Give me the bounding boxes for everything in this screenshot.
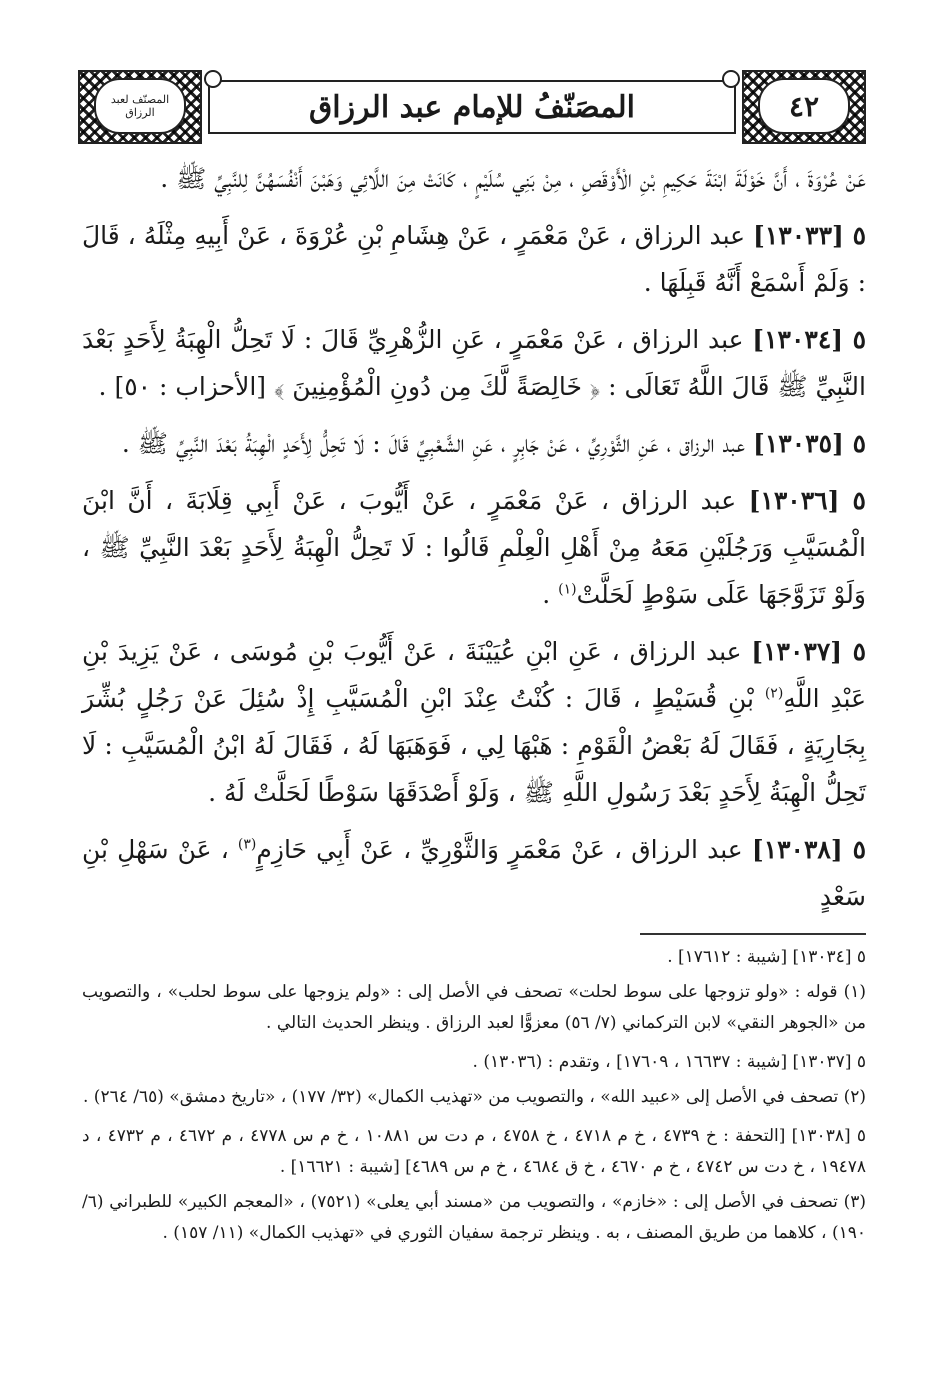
footnote-marker[interactable]: (٣) (237, 836, 257, 853)
hadith-text-tail: بْنِ قُسَيْطٍ ، قَالَ : كُنْتُ عِنْدَ ابْنِ الْمُسَيَّبِ إِذْ سُئِلَ عَنْ رَجُلٍ بُشِّرَ بِجَارِيَةٍ ، فَقَالَ لَهُ بَعْضُ الْقَوْمِ : هَبْهَا لِي ، فَوَهَبَهَا لَهُ ، فَقَالَ لَهُ ابْنُ الْمُسَيَّبِ : لَا تَحِلُّ الْهِبَةُ لِأَحَدٍ بَعْدَ رَسُولِ اللَّهِ ﷺ ، وَلَوْ أَصْدَقَهَا سَوْطًا لَحَلَّتْ لَهُ . (82, 684, 866, 807)
hadith-entry (82, 316, 866, 410)
hadith-number: ٥ [١٣٠٣٨] (751, 835, 866, 864)
logo-text: المصنّف لعبد الرزاق (110, 93, 170, 119)
hadith-text-tail: ، عَنْ سَهْلِ بْنِ سَعْدٍ (82, 835, 866, 911)
hadith-text: عبد الرزاق ، عَنِ الثَّوْرِيِّ ، عَنْ جَابِرٍ ، عَنِ الشَّعْبِيِّ قَالَ : لَا تَحِلُّ لِأَحَدٍ الْهِبَةُ بَعْدَ النَّبِيِّ ﷺ . (121, 429, 746, 458)
footnote: (٢) تصحف في الأصل إلى «عبيد الله» ، والتصويب من «تهذيب الكمال» (٣٢/ ١٧٧) ، «تاريخ دمشق» (٦٥/ ٢٦٤) . (83, 1087, 866, 1107)
continuation-paragraph: عَنْ عُرْوَةَ ، أَنَّ خَوْلَةَ ابْنَةَ حَكِيمِ بْنِ الْأَوْقَصِ ، مِنْ بَنِي سُلَيْمٍ ، كَانَتْ مِنَ اللَّائِي وَهَبْنَ أَنْفُسَهُنَّ لِلنَّبِيِّ ﷺ . (160, 164, 866, 193)
footnote: (٣) تصحف في الأصل إلى : «خازم» ، والتصويب من «مسند أبي يعلى» (٧٥٢١) ، «المعجم الكبير» للطبراني (٦/ ١٩٠) ، كلاهما من طريق المصنف ، به . وينظر ترجمة سفيان الثوري في «تهذيب الكمال» (١١/ ١٥٧) . (82, 1192, 866, 1243)
hadith-number: ٥ [١٣٠٣٤] (752, 325, 866, 354)
page-number-medallion (758, 78, 850, 134)
page-title: المصَنّفُ للإمام عبد الرزاق (309, 89, 635, 125)
hadith-text: عبد الرزاق ، عَنْ مَعْمَرٍ ، عَنِ الزُّهْرِيِّ قَالَ : لَا تَحِلُّ الْهِبَةُ لِأَحَدٍ بَعْدَ النَّبِيِّ ﷺ قَالَ اللَّهُ تَعَالَى : ﴿ خَالِصَةً لَّكَ مِن دُونِ الْمُؤْمِنِينَ ﴾ [الأحزاب : ٥٠] . (82, 325, 866, 401)
hadith-entry (82, 477, 866, 618)
hadith-number: ٥ [١٣٠٣٦] (748, 486, 866, 515)
footnote-separator (640, 933, 866, 935)
hadith-text: عبد الرزاق ، عَنِ ابْنِ عُيَيْنَةَ ، عَنْ أَيُّوبَ بْنِ مُوسَى ، عَنْ يَزِيدَ بْنِ عَبْدِ اللَّهِ (82, 637, 866, 713)
title-box (208, 80, 736, 134)
hadith-text: عبد الرزاق ، عَنْ مَعْمَرٍ وَالثَّوْرِيِّ ، عَنْ أَبِي حَازِمٍ (256, 835, 743, 864)
hadith-entry (82, 826, 866, 920)
hadith-number: ٥ [١٣٠٣٥] (753, 429, 866, 458)
page-header (78, 70, 866, 140)
footnotes (82, 942, 866, 1253)
main-text (82, 155, 866, 920)
hadith-text: عبد الرزاق ، عَنْ مَعْمَرٍ ، عَنْ أَيُّوبَ ، عَنْ أَبِي قِلَابَةَ ، أَنَّ ابْنَ الْمُسَيَّبِ وَرَجُلَيْنِ مَعَهُ مِنْ أَهْلِ الْعِلْمِ قَالُوا : لَا تَحِلُّ الْهِبَةُ لِأَحَدٍ بَعْدَ النَّبِيِّ ﷺ ، وَلَوْ تَزَوَّجَهَا عَلَى سَوْطٍ لَحَلَّتْ (82, 486, 866, 609)
footnote-source: ٥ [١٣٠٣٨] [التحفة : خ ٤٧٣٩ ، خ م ٤٧١٨ ، خ ٤٧٥٨ ، م دت س ١٠٨٨١ ، خ م س ٤٧٧٨ ، م ٤٦٧٢ ، م ٤٧٣٢ ، د ١٩٤٧٨ ، خ دت س ٤٧٤٢ ، خ م ٤٦٧٠ ، خ ق ٤٦٨٤ ، خ م س ٤٦٨٩] [شيبة : ١٦٦٢١] . (82, 1126, 866, 1177)
hadith-number: ٥ [١٣٠٣٧] (751, 637, 866, 666)
footnote-marker[interactable]: (١) (558, 581, 577, 598)
footnote-source: ٥ [١٣٠٣٤] [شيبة : ١٧٦١٢] . (667, 947, 866, 967)
page-number: ٤٢ (788, 89, 820, 123)
hadith-entry (82, 212, 866, 306)
footnote-marker[interactable]: (٢) (764, 685, 784, 702)
hadith-text: عبد الرزاق ، عَنْ مَعْمَرٍ ، عَنْ هِشَامِ بْنِ عُرْوَةَ ، عَنْ أَبِيهِ مِثْلَهُ ، قَالَ : وَلَمْ أَسْمَعْ أَنَّهُ قَبِلَهَا . (82, 221, 866, 297)
hadith-entry (82, 420, 866, 467)
hadith-number: ٥ [١٣٠٣٣] (753, 221, 866, 250)
footnote: (١) قوله : «ولو تزوجها على سوط لحلت» تصحف في الأصل إلى : «ولم يزوجها على سوط لحلب» ، والتصويب من «الجوهر النقي» لابن التركماني (٧/ ٥٦) معزوًّا لعبد الرزاق . وينظر الحديث التالي . (82, 982, 866, 1033)
hadith-entry (82, 628, 866, 816)
footnote-source: ٥ [١٣٠٣٧] [شيبة : ١٦٦٣٧ ، ١٧٦٠٩] ، وتقدم : (١٣٠٣٦) . (472, 1052, 866, 1072)
hadith-text-tail: . (542, 580, 559, 609)
logo-medallion (94, 78, 186, 134)
